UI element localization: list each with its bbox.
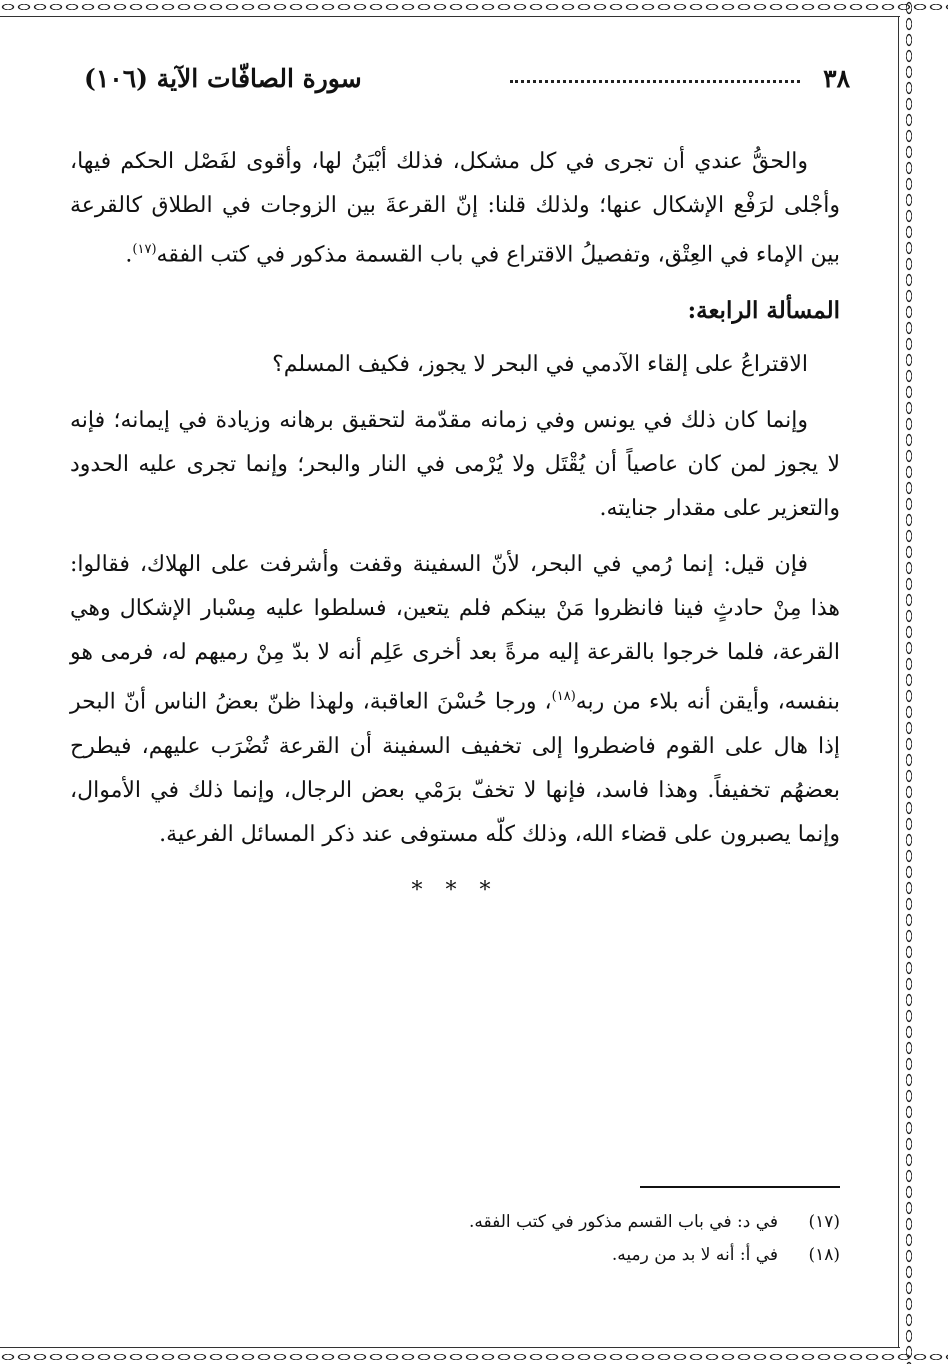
footnote-item (70, 1239, 840, 1272)
frame-line-top (0, 16, 900, 17)
paragraph-1-text: والحقُّ عندي أن تجرى في كل مشكل، فذلك أبْيَنُ لها، وأقوى لفَصْل الحكم فيها، وأجْلى لرَفْع الإشكال عنها؛ ولذلك قلنا: إنّ القرعةَ بين الزوجات في الطلاق كالقرعة بين الإماء في العِتْق، وتفصيلُ الاقتراع في باب القسمة مذكور في كتب الفقه (70, 149, 840, 268)
page-header (70, 64, 850, 104)
section-separator: * * * (411, 877, 499, 903)
footnote-ref-18: (١٨) (551, 689, 576, 705)
footnote-text: في أ: أنه لا بد من رميه. (611, 1245, 778, 1265)
paragraph-1-end: . (125, 242, 133, 268)
main-text (70, 140, 840, 913)
frame-line-bottom (0, 1347, 900, 1348)
section-heading: المسألة الرابعة: (687, 297, 840, 325)
footnote-number: (١٨) (808, 1245, 840, 1265)
frame-line-right (898, 16, 899, 1348)
header-title: سورة الصافّات الآية (١٠٦) (84, 64, 362, 93)
paragraph-2: الاقتراعُ على إلقاء الآدمي في البحر لا يجوز، فكيف المسلم؟ (272, 352, 808, 378)
footnotes (70, 1206, 840, 1272)
paragraph-3: وإنما كان ذلك في يونس وفي زمانه مقدّمة لتحقيق برهانه وزيادة في إيمانه؛ فإنه لا يجوز لمن كان عاصياً أن يُقْتَل ولا يُرْمى في النار والبحر؛ وإنما تجرى عليه الحدود والتعزير على مقدار جنايته. (70, 408, 840, 522)
paragraph-4-text-b: ، ورجا حُسْنَ العاقبة، ولهذا ظنّ بعضُ الناس أنّ البحر إذا هال على القوم فاضطروا إلى تخفيف السفينة أن القرعة تُضْرَب عليهم، فيطرح بعضهُم تخفيفاً. وهذا فاسد، فإنها لا تخفّ برَمْي بعض الرجال، وإنما ذلك في الأموال، وإنما يصبرون على قضاء الله، وذلك كلّه مستوفى عند ذكر المسائل الفرعية. (70, 689, 840, 847)
footnote-text: في د: في باب القسم مذكور في كتب الفقه. (469, 1212, 778, 1232)
footnote-ref-17: (١٧) (132, 242, 157, 257)
page-number: ٣٨ (823, 64, 850, 93)
paragraph-4 (70, 543, 840, 856)
footnote-rule (640, 1186, 840, 1188)
border-right (902, 0, 916, 1364)
paragraph-4-text-a: فإن قيل: إنما رُمي في البحر، لأنّ السفينة وقفت وأشرفت على الهلاك، فقالوا: هذا مِنْ حادثٍ فينا فانظروا مَنْ بينكم فلم يتعين، فسلطوا عليه مِسْبار الإشكال وهي القرعة، فلما خرجوا بالقرعة إليه مرةً بعد أخرى عَلِم أنه لا بدّ مِنْ رميهم له، فرمى هو بنفسه، وأيقن أنه بلاء من ربه (70, 552, 840, 715)
header-dot-leader (510, 80, 800, 83)
border-bottom (0, 1350, 948, 1364)
border-top (0, 0, 948, 14)
footnote-item (70, 1206, 840, 1239)
paragraph-1 (70, 140, 840, 277)
footnote-number: (١٧) (808, 1212, 840, 1232)
